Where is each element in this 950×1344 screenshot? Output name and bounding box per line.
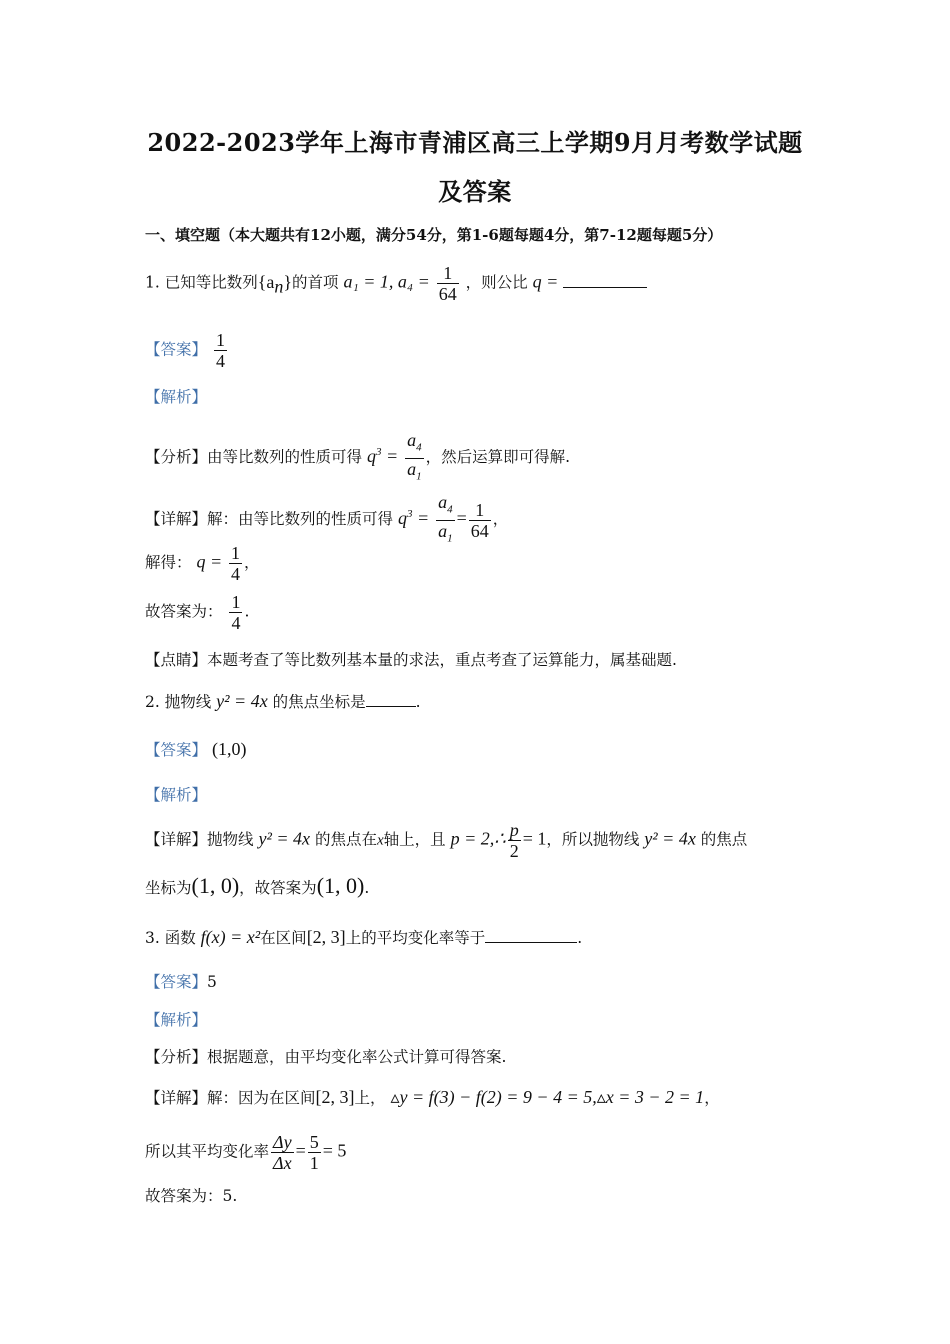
frac-denominator: 1 — [309, 1153, 319, 1173]
frac-denominator: $a_1$ — [438, 520, 453, 545]
q1-solve-fraction — [229, 543, 242, 584]
frac-denominator: $a_1$ — [407, 458, 422, 483]
q2-detail-p: p = 2,∴ — [450, 828, 506, 849]
q2-line2-b: ，故答案为 — [239, 879, 317, 897]
q1-condition: a₁ = 1, a₄ = — [343, 271, 430, 292]
xiangjie-tag: 【详解】 — [145, 1089, 208, 1107]
q2-stem — [145, 690, 421, 712]
equals-sign: = — [295, 1140, 306, 1161]
q1-seq-open: {a — [257, 271, 275, 292]
q1-suffix: ，则公比 — [465, 273, 528, 292]
q1-mid: 的首项 — [292, 273, 339, 292]
q1-detail-text: 解：由等比数列的性质可得 — [207, 510, 394, 529]
frac-numerator: 1 — [475, 499, 485, 520]
q2-line2-end: . — [364, 879, 370, 897]
answer-tag: 【答案】 — [145, 973, 208, 991]
q2-detail-e: 的焦点 — [700, 830, 748, 849]
frac-denominator: 64 — [438, 284, 457, 304]
xiangjie-tag: 【详解】 — [145, 830, 208, 849]
q1-condition-fraction — [437, 263, 459, 304]
q3-answer-blank — [485, 941, 577, 943]
q1-dianjing — [145, 648, 677, 670]
q2-line2-value-2: (1, 0) — [316, 873, 365, 898]
q1-detail-formula: $q^3$ = — [397, 508, 430, 529]
q2-detail-c: 轴上，且 — [383, 830, 446, 849]
q2-suffix: 的焦点坐标是 — [272, 693, 366, 711]
q3-stem — [145, 926, 582, 948]
q1-seq-sub: n — [274, 276, 284, 297]
q3-rate-fraction-a — [271, 1132, 294, 1173]
q3-prefix: 3. 函数 — [145, 929, 196, 947]
frac-numerator: p — [509, 820, 519, 840]
q3-end: . — [577, 929, 583, 947]
q1-answer-blank — [563, 286, 647, 288]
document-title-continued: 及答案 — [438, 177, 512, 206]
q2-equation: y² = 4x — [216, 691, 268, 711]
q2-detail-equation: y² = 4x — [258, 828, 310, 849]
q3-fenxi-text: 根据题意，由平均变化率公式计算可得答案. — [207, 1048, 507, 1066]
q2-detail-d: ，所以抛物线 — [546, 830, 640, 849]
q3-suffix: 上的平均变化率等于 — [345, 929, 486, 947]
q1-answer-fraction — [214, 330, 227, 371]
q3-detail-calc: ▵y = f(3) − f(2) = 9 − 4 = 5,▵x = 3 − 2 = 1 — [390, 1087, 705, 1107]
q3-fenxi — [145, 1045, 506, 1067]
q1-final-fraction — [229, 592, 242, 633]
equals-sign: = — [456, 508, 467, 529]
q1-fenxi-text: 由等比数列的性质可得 — [207, 448, 363, 467]
frac-denominator: 2 — [509, 841, 519, 861]
xiangjie-tag: 【详解】 — [145, 510, 208, 529]
q2-detail-line2 — [145, 873, 369, 899]
q1-stem — [145, 263, 647, 304]
q1-jiexi-tag: 【解析】 — [145, 388, 208, 406]
q2-detail-equation-2: y² = 4x — [644, 828, 696, 849]
q1-seq-close: } — [283, 271, 292, 292]
q2-detail-x: x — [376, 832, 384, 849]
q2-detail — [145, 820, 747, 861]
q1-final-label: 故答案为： — [145, 602, 223, 621]
q1-solve-label: 解得： — [145, 553, 192, 572]
q3-interval: [2, 3] — [306, 927, 346, 947]
q2-line2-a: 坐标为 — [145, 879, 192, 897]
q1-prefix: 1. 已知等比数列 — [145, 273, 258, 292]
q2-line2-value: (1, 0) — [191, 873, 240, 898]
q1-detail-end: ， — [492, 510, 509, 529]
q3-rate-fraction-b — [308, 1132, 321, 1173]
fenxi-tag: 【分析】 — [145, 448, 208, 467]
q1-detail-fraction-a — [436, 492, 455, 548]
q1-final — [145, 592, 249, 633]
q1-dianjing-text: 本题考查了等比数列基本量的求法，重点考查了运算能力，属基础题. — [207, 651, 677, 669]
q1-answer-line — [145, 330, 229, 371]
q1-fenxi-formula: $q^3$ = — [366, 446, 399, 467]
q3-detail-end: ， — [704, 1089, 720, 1107]
q2-answer-value: (1,0) — [211, 739, 247, 759]
q1-variable: q = — [532, 271, 559, 292]
section-heading: 一、填空题（本大题共有12小题，满分54分，第1-6题每题4分，第7-12题每题5分） — [145, 226, 723, 244]
q1-solve-variable: q = — [196, 551, 223, 572]
q1-fenxi — [145, 430, 570, 486]
q1-solve-end: ， — [244, 553, 260, 572]
frac-denominator: 4 — [231, 564, 241, 584]
document-title: 2022-2023学年上海市青浦区高三上学期9月月考数学试题 — [147, 128, 803, 157]
frac-numerator: 1 — [231, 592, 241, 612]
q2-detail-b: 的焦点在 — [314, 830, 377, 849]
dianjing-tag: 【点睛】 — [145, 651, 208, 669]
q3-detail — [145, 1086, 720, 1108]
q3-detail-a: 解：因为在区间 — [207, 1089, 316, 1107]
answer-tag: 【答案】 — [145, 340, 208, 359]
fenxi-tag: 【分析】 — [145, 1048, 208, 1066]
answer-tag: 【答案】 — [145, 741, 208, 759]
q3-final: 故答案为：5. — [145, 1187, 238, 1205]
q2-prefix: 2. 抛物线 — [145, 693, 212, 711]
q3-function: f(x) = x² — [200, 927, 261, 947]
frac-denominator: 4 — [231, 613, 241, 633]
frac-numerator: $a_4$ — [407, 430, 422, 454]
q2-detail-a: 抛物线 — [207, 830, 254, 849]
q2-answer-blank — [366, 705, 416, 707]
q3-detail-interval: [2, 3] — [315, 1087, 355, 1107]
frac-denominator: Δx — [273, 1153, 292, 1173]
q2-detail-eq: = 1 — [522, 828, 547, 849]
frac-numerator: 1 — [443, 263, 453, 283]
frac-denominator: 4 — [215, 351, 225, 371]
q2-answer-line — [145, 738, 246, 760]
q2-jiexi-tag: 【解析】 — [145, 786, 208, 804]
q1-final-end: . — [244, 602, 250, 621]
q3-rate-eq: = 5 — [322, 1140, 347, 1161]
q1-seq — [257, 271, 292, 297]
frac-numerator: $a_4$ — [438, 492, 453, 516]
q3-jiexi-tag: 【解析】 — [145, 1011, 208, 1029]
q1-detail-fraction-b — [469, 500, 491, 541]
q3-rate — [145, 1132, 346, 1173]
q3-mid: 在区间 — [260, 929, 307, 947]
q2-detail-fraction — [508, 820, 521, 861]
frac-numerator: 1 — [231, 543, 241, 563]
q3-detail-b: 上， — [354, 1089, 386, 1107]
frac-numerator: 5 — [309, 1132, 319, 1152]
q3-rate-label: 所以其平均变化率 — [145, 1142, 270, 1161]
frac-numerator: Δy — [273, 1132, 292, 1152]
frac-denominator: 64 — [470, 520, 489, 541]
q1-detail — [145, 492, 508, 548]
frac-numerator: 1 — [215, 330, 225, 350]
q3-answer-line — [145, 970, 217, 992]
q1-solve — [145, 543, 260, 584]
q2-end: . — [415, 693, 421, 711]
q1-fenxi-end: ，然后运算即可得解. — [425, 448, 570, 467]
q3-answer-value: 5 — [207, 973, 217, 991]
q1-fenxi-fraction — [405, 430, 424, 486]
